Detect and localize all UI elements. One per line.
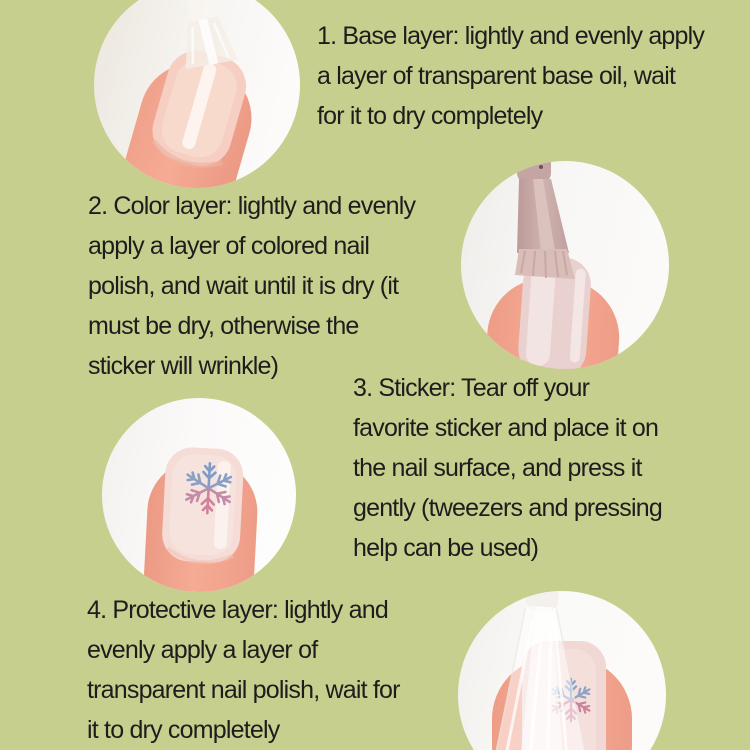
instruction-line: apply a layer of colored nail [88,232,370,260]
instruction-line: it to dry completely [87,716,280,744]
step2-instructions [88,186,415,386]
instruction-line: transparent nail polish, wait for [87,676,400,704]
color-coat-illustration [461,161,669,369]
instruction-line: gently (tweezers and pressing [353,494,662,522]
instruction-line: help can be used) [353,534,539,562]
instruction-line: the nail surface, and press it [353,454,642,482]
step1-instructions [317,16,704,136]
step1-base-coat-photo [94,0,300,188]
instruction-line: sticker will wrinkle) [88,352,279,380]
step4-top-coat-photo [458,591,666,750]
base-coat-illustration [94,0,300,188]
instruction-line: polish, and wait until it is dry (it [88,272,399,300]
instruction-line: 2. Color layer: lightly and evenly [88,192,416,220]
instruction-line: 4. Protective layer: lightly and [87,596,388,624]
top-coat-illustration [458,591,666,750]
instruction-line: for it to dry completely [317,102,543,130]
sticker-illustration [102,398,296,592]
instruction-line: favorite sticker and place it on [353,414,659,442]
step4-instructions [87,590,400,750]
instruction-line: must be dry, otherwise the [88,312,359,340]
instruction-line: 3. Sticker: Tear off your [353,374,590,402]
instruction-line: evenly apply a layer of [87,636,318,664]
instruction-line: 1. Base layer: lightly and evenly apply [317,22,705,50]
step3-sticker-photo [102,398,296,592]
instruction-line: a layer of transparent base oil, wait [317,62,676,90]
step3-instructions [353,368,662,568]
step2-color-coat-photo [461,161,669,369]
